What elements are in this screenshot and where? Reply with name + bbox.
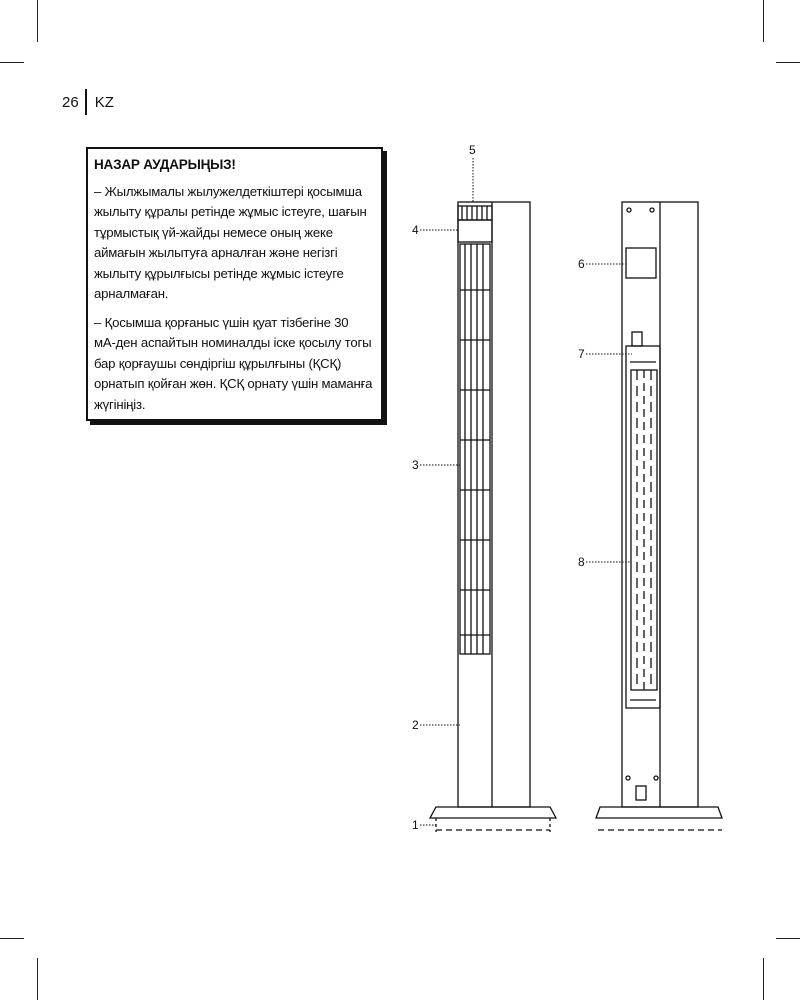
warning-paragraph-1: – Жылжымалы жылужелдеткіштері қосымша жылыту құралы ретінде жұмыс істеуге, шағын тұрмыстық үй-жайды немесе оның жеке аймағын жылытуға арналған және негізгі жылыту құрылғысы ретінде жұмыс істеуге арналмаған. bbox=[94, 183, 367, 301]
callout-6: 6 bbox=[578, 257, 585, 271]
warning-box bbox=[86, 147, 383, 421]
front-base bbox=[430, 807, 556, 818]
crop-mark-top-left-h bbox=[0, 62, 24, 63]
page-number: 26 bbox=[62, 93, 79, 111]
crop-mark-top-right-v bbox=[763, 0, 764, 42]
crop-mark-bottom-left-v bbox=[37, 958, 38, 1000]
front-body-outline bbox=[458, 202, 530, 807]
leader-lines bbox=[420, 158, 632, 825]
warning-paragraph-2: – Қосымша қорғаныс үшін қуат тізбегіне 30 мА-ден аспайтын номиналды іске қосылу тогы бар қорғаушы сөндіргіш құрылғыны (ҚСҚ) орнатып қойған жөн. ҚСҚ орнату үшін маманға жүгініңіз. bbox=[94, 314, 373, 412]
callout-1: 1 bbox=[412, 818, 419, 832]
crop-mark-top-left-v bbox=[37, 0, 38, 42]
callout-2: 2 bbox=[412, 718, 419, 732]
back-handle bbox=[626, 248, 656, 278]
crop-mark-bottom-right-h bbox=[776, 938, 800, 939]
language-code: KZ bbox=[94, 93, 114, 111]
callout-7: 7 bbox=[578, 347, 585, 361]
callout-3: 3 bbox=[412, 458, 419, 472]
back-base bbox=[596, 807, 722, 818]
callout-8: 8 bbox=[578, 555, 585, 569]
front-control-panel bbox=[458, 220, 492, 242]
crop-mark-top-right-h bbox=[776, 62, 800, 63]
warning-title: НАЗАР АУДАРЫҢЫЗ! bbox=[94, 157, 236, 172]
page-header bbox=[62, 90, 114, 114]
header-divider bbox=[85, 89, 87, 115]
crop-mark-bottom-left-h bbox=[0, 938, 24, 939]
heater-diagram bbox=[400, 140, 730, 850]
back-cord bbox=[632, 332, 642, 346]
callout-4: 4 bbox=[412, 223, 419, 237]
callout-5: 5 bbox=[469, 143, 476, 157]
heater-drawing bbox=[400, 140, 730, 850]
crop-mark-bottom-right-v bbox=[763, 958, 764, 1000]
